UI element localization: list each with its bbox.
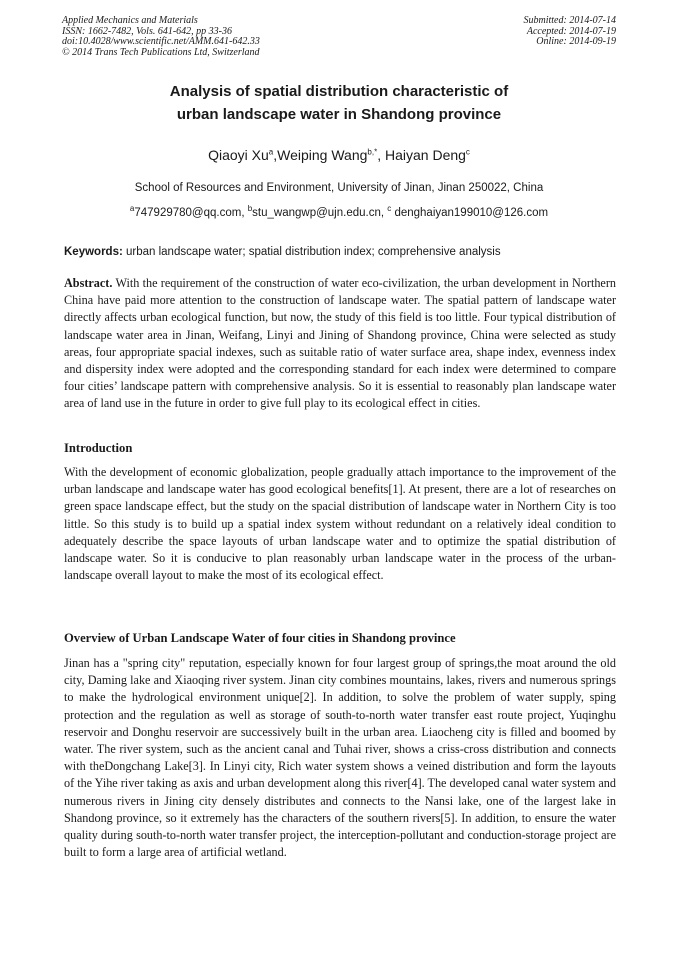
online-date: Online: 2014-09-19 <box>536 36 616 47</box>
author-2-mark: b,* <box>367 147 378 157</box>
keywords-label: Keywords: <box>64 246 123 258</box>
copyright-line: © 2014 Trans Tech Publications Ltd, Switzerland <box>62 46 260 58</box>
author-emails <box>0 204 678 219</box>
author-3: Haiyan Deng <box>384 147 466 163</box>
section-heading-introduction: Introduction <box>64 441 133 455</box>
abstract <box>64 275 616 413</box>
author-1: Qiaoyi Xu <box>208 147 269 163</box>
title-line-1: Analysis of spatial distribution characteristic of <box>169 83 509 100</box>
author-1-mark: a <box>268 147 274 157</box>
abstract-label: Abstract. <box>64 276 113 290</box>
keywords <box>64 246 616 258</box>
email-b: stu_wangwp@ujn.edu.cn, <box>252 207 388 219</box>
doi-line: doi:10.4028/www.scientific.net/AMM.641-642.33 <box>62 36 260 47</box>
author-2: Weiping Wang <box>277 147 368 163</box>
email-a: 747929780@qq.com, <box>134 207 248 219</box>
introduction-paragraph: With the development of economic globalization, people gradually attach importance to the improvement of the urban landscape and landscape water has good ecological benefits[1]. At present, there are a lot of researches on green space landscape effect, but the study on the spacial distribution of landscape water in Northern City is too little. So this study is to build up a spatial index system without redundant on a relatively ideal condition to adequately describe the space layouts of urban landscape water and to optimize the spatial distribution of landscape water. So it is conducive to plan reasonably urban landscape water in the process of the urban-landscape overall layout to make the most of its ecological effect. <box>64 465 616 583</box>
keywords-text: urban landscape water; spatial distribution index; comprehensive analysis <box>122 246 501 258</box>
affiliation: School of Resources and Environment, University of Jinan, Jinan 250022, China <box>134 182 544 194</box>
author-3-mark: c <box>465 147 470 157</box>
accepted-date: Accepted: 2014-07-19 <box>526 25 616 37</box>
email-a-mark: a <box>129 204 135 214</box>
email-b-mark: b <box>247 204 253 214</box>
issn-line: ISSN: 1662-7482, Vols. 641-642, pp 33-36 <box>62 25 232 37</box>
journal-name: Applied Mechanics and Materials <box>62 15 198 26</box>
submission-dates <box>524 16 617 48</box>
overview-paragraph: Jinan has a "spring city" reputation, especially known for four largest group of springs,the moat around the old city, Daming lake and Xiaoqing river system. Jinan city combines mountains, lakes, rivers and numerous springs to make the hydrological environment unique[2]. In addition, to solve the problem of water supply, sping protection and the regulation as well as storage of south-to-north water transfer east route project, Yuqinghu reservoir and Donghu reservoir are successively built in the urban area. Liaocheng city is filled and boomed by water. The river system, such as the ancient canal and Tuhai river, shows a criss-cross distribution and connects with theDongchang Lake[3]. In Linyi city, Rich water system shows a veined distribution and form the layouts of the Yihe river taking as axis and urban development along this river[4]. The developed canal water system and numerous rivers in Jining city densely distributes and connects to the Nansi lake, one of the largest lake in Shandong province, so it extremely has the characters of the southern rivers[5]. In addition, to ensure the water quality during south-to-north water transfer project, the interception-pollutant and conduction-storage project are built to form a large area of artificial wetland. <box>64 656 616 860</box>
section-heading-overview: Overview of Urban Landscape Water of four cities in Shandong province <box>64 631 456 645</box>
email-c: denghaiyan199010@126.com <box>391 207 549 219</box>
submitted-date: Submitted: 2014-07-14 <box>523 15 616 26</box>
title-line-2: urban landscape water in Shandong province <box>176 106 502 123</box>
journal-info <box>62 16 260 58</box>
abstract-text: With the requirement of the construction of water eco-civilization, the urban development in Northern China have paid more attention to the construction of landscape water. The spatial pattern of landscape water directly affects urban ecological function, but now, the study of this field is too little. Four typical distribution of landscape water area in Jinan, Weifang, Linyi and Jining of Shandong province, China were selected as study areas, four appropriate spacial indexes, such as suitable ratio of water surface area, shape index, evenness index and dispersity index were adopted and the corresponding standard for each index were determined to compare four cities’ landscape pattern with comprehensive analysis. So it is essential to reasonably plan landscape water area of land use in the future in order to give full play to its ecological effect in cities. <box>64 276 616 411</box>
email-c-mark: c <box>387 204 392 214</box>
author-list: Qiaoyi Xu$^a$,Weiping Wang$^{b,*}$, Haiyan Deng$^c$ <box>208 147 470 163</box>
paper-title <box>0 80 678 126</box>
